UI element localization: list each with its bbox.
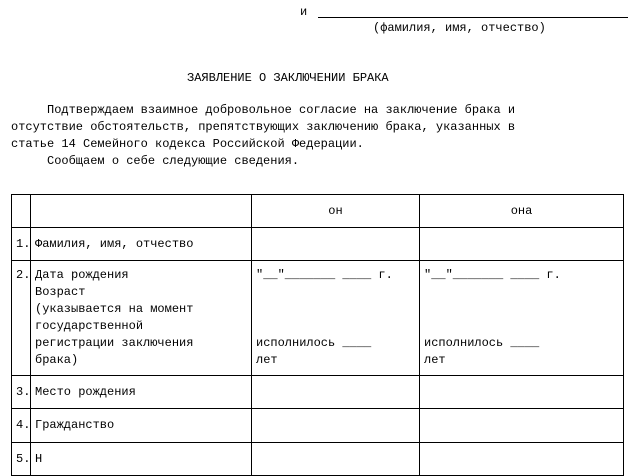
he-full-name-field[interactable] (252, 228, 420, 261)
label-line: регистрации заключения (35, 336, 194, 350)
he-age-blank[interactable]: исполнилось ____ (256, 336, 372, 350)
table-row (12, 261, 624, 376)
paragraph-line-1: Подтверждаем взаимное добровольное согласие на заключение брака и (11, 103, 516, 117)
header-label-cell (31, 195, 252, 228)
he-birth-place-field[interactable] (252, 376, 420, 409)
row-number: 1. (12, 228, 31, 261)
paragraph-line-3: статье 14 Семейного кодекса Российской Федерации. (11, 137, 364, 151)
table-row (12, 376, 624, 409)
row-label-citizenship: Гражданство (31, 409, 252, 443)
table-row (12, 443, 624, 476)
header-she: она (420, 195, 624, 228)
label-line: Возраст (35, 285, 86, 299)
she-birth-place-field[interactable] (420, 376, 624, 409)
table-row (12, 409, 624, 443)
name-caption: (фамилия, имя, отчество) (373, 21, 546, 35)
she-citizenship-field[interactable] (420, 409, 624, 443)
table-row (12, 228, 624, 261)
label-line: (указывается на момент (35, 302, 194, 316)
she-age-unit: лет (424, 353, 446, 367)
row-label-birth-date (31, 261, 252, 376)
row-number: 3. (12, 376, 31, 409)
document-title: ЗАЯВЛЕНИЕ О ЗАКЛЮЧЕНИИ БРАКА (187, 71, 389, 85)
row-label-birth-place: Место рождения (31, 376, 252, 409)
row-number: 5. (12, 443, 31, 476)
label-line: государственной (35, 319, 144, 333)
he-date-blank[interactable]: "__"_______ ____ г. (256, 268, 393, 282)
she-birth-date-field[interactable] (420, 261, 624, 376)
row-number: 2. (12, 261, 31, 376)
he-citizenship-field[interactable] (252, 409, 420, 443)
info-table (11, 194, 624, 476)
row-number: 4. (12, 409, 31, 443)
paragraph-line-2: отсутствие обстоятельств, препятствующих заключению брака, указанных в (11, 120, 516, 134)
table-header-row (12, 195, 624, 228)
he-birth-date-field[interactable] (252, 261, 420, 376)
she-next-field[interactable] (420, 443, 624, 476)
she-date-blank[interactable]: "__"_______ ____ г. (424, 268, 561, 282)
paragraph-line-4: Сообщаем о себе следующие сведения. (11, 154, 300, 168)
she-full-name-field[interactable] (420, 228, 624, 261)
she-age-blank[interactable]: исполнилось ____ (424, 336, 540, 350)
conjunction-and: и (300, 5, 308, 19)
header-he: он (252, 195, 420, 228)
row-label-partial: Н (31, 443, 252, 476)
name-underline (318, 17, 628, 18)
he-next-field[interactable] (252, 443, 420, 476)
header-num-cell (12, 195, 31, 228)
row-label-full-name: Фамилия, имя, отчество (31, 228, 252, 261)
he-age-unit: лет (256, 353, 278, 367)
label-line: Дата рождения (35, 268, 129, 282)
label-line: брака) (35, 353, 79, 367)
